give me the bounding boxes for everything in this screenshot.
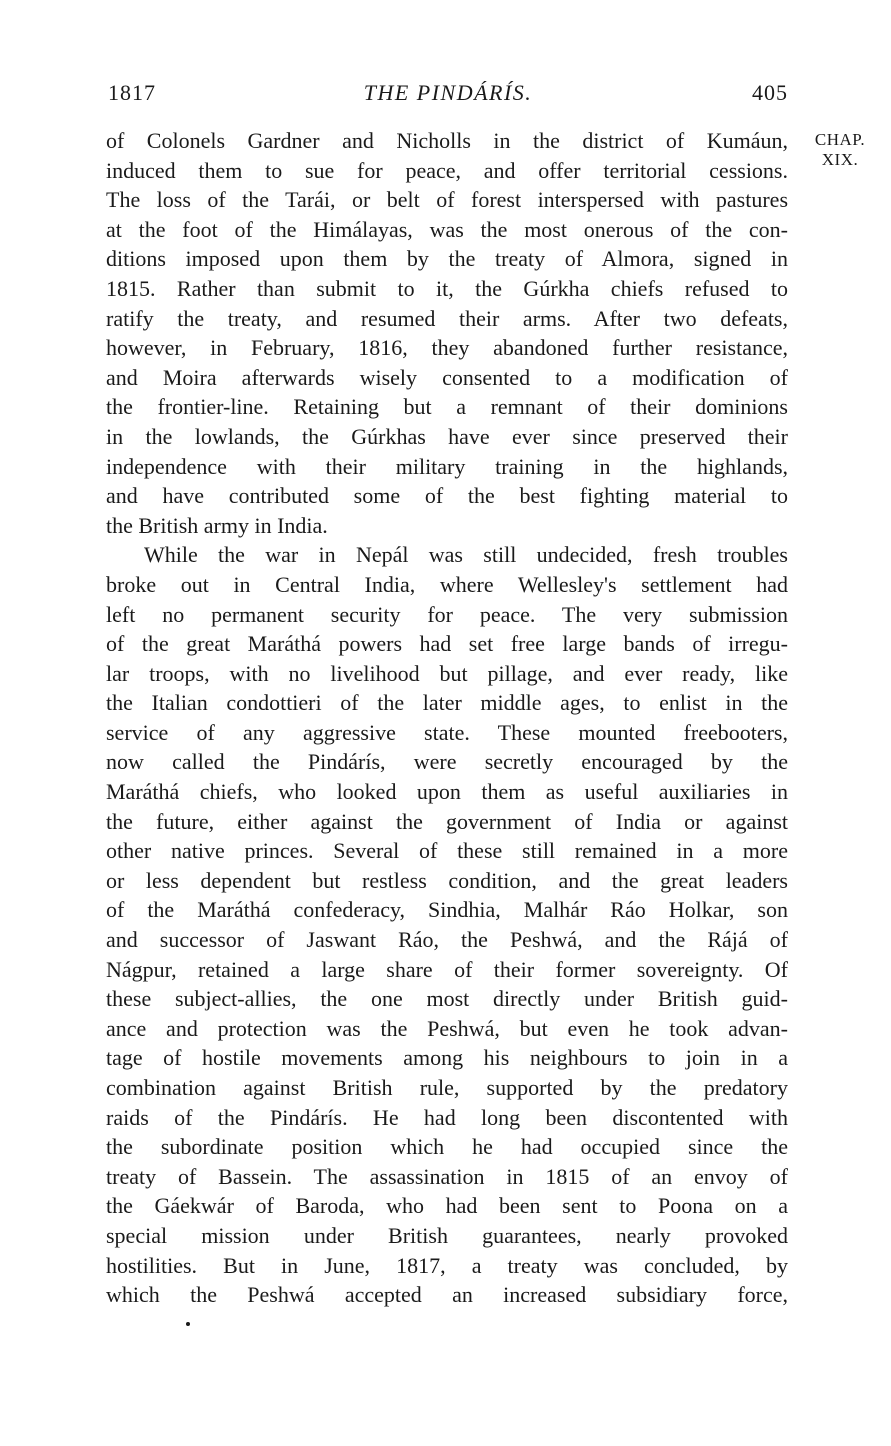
chapter-number: XIX. — [821, 150, 859, 169]
text-line: and have contributed some of the best fighting material to — [106, 483, 788, 509]
text-line: now called the Pindárís, were secretly encouraged by the — [106, 749, 788, 775]
chapter-margin-note — [804, 130, 876, 170]
paragraph — [106, 540, 788, 1309]
running-header — [108, 78, 788, 112]
text-line: however, in February, 1816, they abandoned further resistance, — [106, 335, 788, 361]
text-line: of Colonels Gardner and Nicholls in the district of Kumáun, — [106, 128, 788, 153]
chapter-label: CHAP. — [814, 130, 866, 149]
text-line: these subject-allies, the one most directly under British guid- — [106, 986, 788, 1012]
text-line: ance and protection was the Peshwá, but even he took advan- — [106, 1015, 788, 1041]
text-line: the frontier-line. Retaining but a remnant of their dominions — [106, 394, 788, 420]
header-year: 1817 — [108, 80, 156, 105]
text-line: independence with their military training in the highlands, — [106, 453, 788, 479]
text-line: 1815. Rather than submit to it, the Gúrkha chiefs refused to — [106, 275, 788, 301]
text-line: lar troops, with no livelihood but pillage, and ever ready, like — [106, 660, 788, 686]
text-line: hostilities. But in June, 1817, a treaty was concluded, by — [106, 1252, 788, 1278]
text-line: and Moira afterwards wisely consented to a modification of — [106, 364, 788, 390]
text-line: and successor of Jaswant Ráo, the Peshwá, and the Rájá of — [106, 927, 788, 953]
text-line: or less dependent but restless condition, and the great leaders — [106, 867, 788, 893]
text-line: left no permanent security for peace. The very submission — [106, 601, 788, 627]
text-line: the Italian condottieri of the later middle ages, to enlist in the — [106, 690, 788, 716]
text-line: the future, either against the government of India or against — [106, 808, 788, 834]
text-line: the subordinate position which he had occupied since the — [106, 1134, 788, 1160]
text-line: service of any aggressive state. These mounted freebooters, — [106, 719, 788, 745]
text-line: Nágpur, retained a large share of their former sovereignty. Of — [106, 956, 788, 982]
text-line: While the war in Nepál was still undecided, fresh troubles — [144, 542, 788, 568]
text-line: which the Peshwá accepted an increased subsidiary force, — [106, 1282, 788, 1308]
text-line: in the lowlands, the Gúrkhas have ever since preserved their — [106, 423, 788, 449]
text-line: ratify the treaty, and resumed their arms. After two defeats, — [106, 305, 788, 331]
text-line: special mission under British guarantees, nearly provoked — [106, 1222, 788, 1248]
paragraph — [106, 126, 788, 540]
text-line: the Gáekwár of Baroda, who had been sent to Poona on a — [106, 1193, 788, 1219]
header-title: THE PINDÁRÍS. — [363, 80, 533, 105]
text-line: tage of hostile movements among his neighbours to join in a — [106, 1045, 788, 1071]
text-line: treaty of Bassein. The assassination in 1815 of an envoy of — [106, 1163, 788, 1189]
text-line: raids of the Pindárís. He had long been discontented with — [106, 1104, 788, 1130]
body-text — [106, 126, 788, 1310]
text-line: of the Maráthá confederacy, Sindhia, Malhár Ráo Holkar, son — [106, 897, 788, 923]
text-line: the British army in India. — [106, 512, 328, 538]
text-line: Maráthá chiefs, who looked upon them as useful auxiliaries in — [106, 779, 788, 805]
text-line: combination against British rule, supported by the predatory — [106, 1075, 788, 1100]
text-line: other native princes. Several of these still remained in a more — [106, 838, 788, 864]
text-line: The loss of the Tarái, or belt of forest interspersed with pastures — [106, 187, 788, 213]
text-line: at the foot of the Himálayas, was the most onerous of the con- — [106, 216, 788, 242]
text-line: broke out in Central India, where Wellesley's settlement had — [106, 571, 788, 597]
text-line: induced them to sue for peace, and offer territorial cessions. — [106, 157, 788, 183]
print-speck — [186, 1322, 190, 1326]
text-line: ditions imposed upon them by the treaty of Almora, signed in — [106, 246, 788, 272]
page-number: 405 — [752, 80, 788, 105]
text-line: of the great Maráthá powers had set free large bands of irregu- — [106, 631, 788, 657]
